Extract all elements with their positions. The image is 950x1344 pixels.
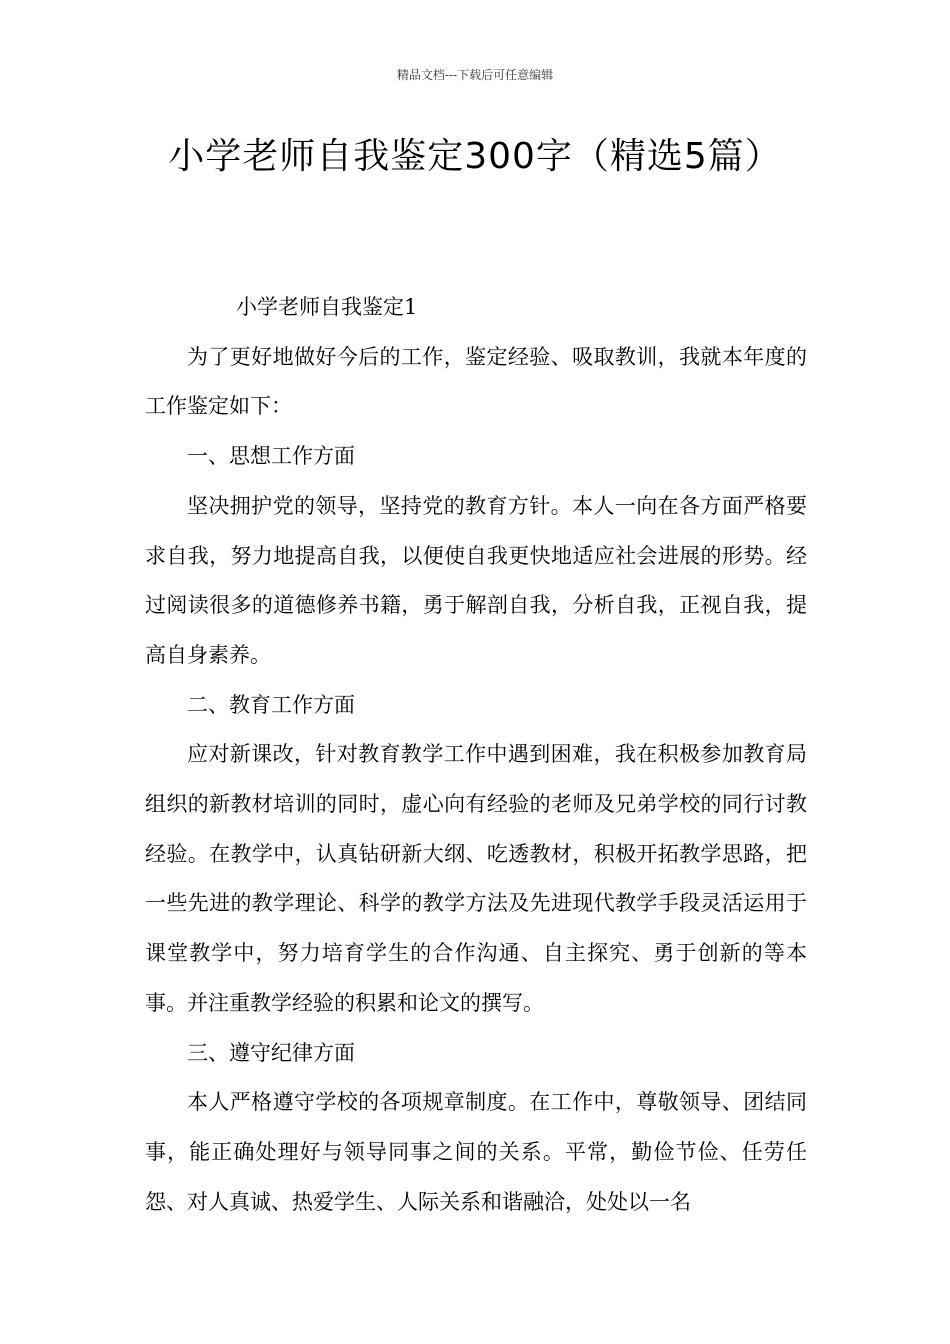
section-title: 小学老师自我鉴定1 xyxy=(236,295,418,319)
document-title: 小学老师自我鉴定300字（精选5篇） xyxy=(168,136,782,177)
paragraph-intro: 为了更好地做好今后的工作，鉴定经验、吸取教训，我就本年度的工作鉴定如下： xyxy=(145,344,807,419)
heading-discipline: 三、遵守纪律方面 xyxy=(187,1040,355,1065)
paragraph-education-work: 应对新课改，针对教育教学工作中遇到困难，我在积极参加教育局组织的新教材培训的同时，虚心向有经验的老师及兄弟学校的同行讨教经验。在教学中，认真钻研新大纲、吃透教材，积极开拓教学思路，把一些先进的教学理论、科学的教学方法及先进现代教学手段灵活运用于课堂教学中，努力培育学生的合作沟通、自主探究、勇于创新的等本事。并注重教学经验的积累和论文的撰写。 xyxy=(145,742,807,1015)
header-note: 精品文档---下载后可任意编辑 xyxy=(396,68,554,82)
paragraph-thought-work: 坚决拥护党的领导，坚持党的教育方针。本人一向在各方面严格要求自我，努力地提高自我，以便使自我更快地适应社会进展的形势。经过阅读很多的道德修养书籍，勇于解剖自我，分析自我，正视自我，提高自身素养。 xyxy=(145,493,807,667)
paragraph-discipline: 本人严格遵守学校的各项规章制度。在工作中，尊敬领导、团结同事，能正确处理好与领导同事之间的关系。平常，勤俭节俭、任劳任怨、对人真诚、热爱学生、人际关系和谐融洽，处处以一名 xyxy=(145,1090,807,1214)
heading-thought-work: 一、思想工作方面 xyxy=(187,444,355,469)
heading-education-work: 二、教育工作方面 xyxy=(187,692,355,717)
document-body xyxy=(145,283,807,1227)
